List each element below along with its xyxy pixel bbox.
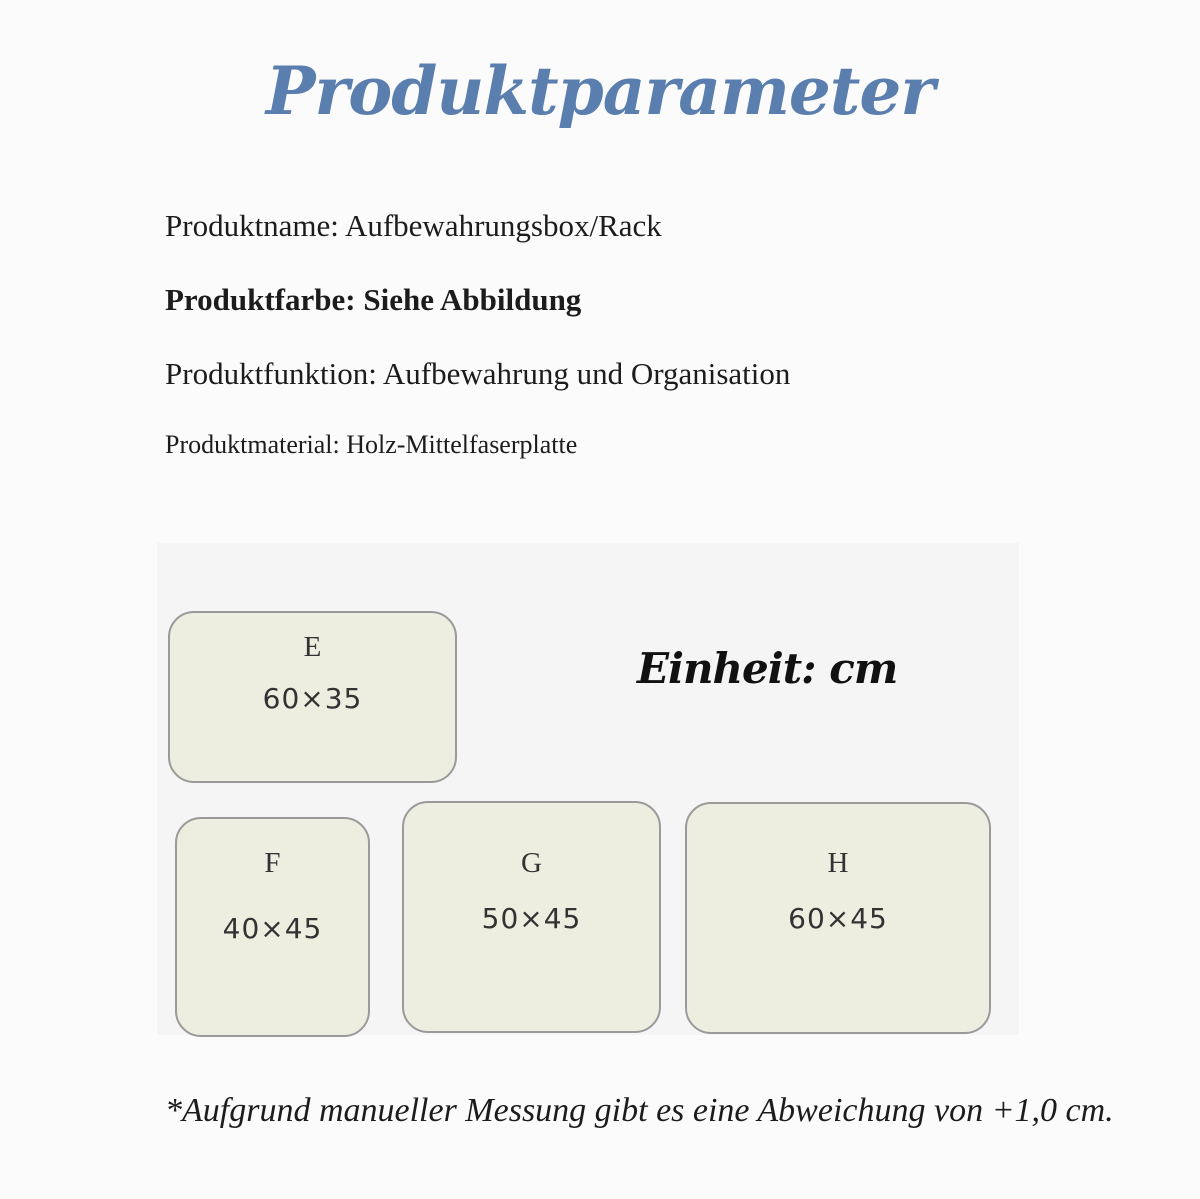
box-f-dims: 40×45 bbox=[222, 912, 323, 945]
box-e-dims: 60×35 bbox=[262, 682, 363, 715]
box-h-letter: H bbox=[827, 847, 849, 879]
param-product-material: Produktmaterial: Holz-Mittelfaserplatte bbox=[165, 430, 578, 459]
box-g bbox=[402, 801, 661, 1033]
box-h-dims: 60×45 bbox=[788, 902, 888, 935]
param-product-color: Produktfarbe: Siehe Abbildung bbox=[165, 282, 582, 317]
measurement-note: *Aufgrund manueller Messung gibt es eine Abweichung von +1,0 cm. bbox=[165, 1092, 1114, 1129]
size-diagram bbox=[157, 543, 1019, 1035]
box-f-letter: F bbox=[264, 847, 281, 879]
box-f bbox=[175, 817, 370, 1037]
param-product-name: Produktname: Aufbewahrungsbox/Rack bbox=[165, 208, 662, 243]
param-product-function: Produktfunktion: Aufbewahrung und Organisation bbox=[165, 356, 791, 391]
box-e bbox=[168, 611, 457, 783]
box-e-letter: E bbox=[303, 631, 322, 663]
page-title: Produktparameter bbox=[265, 52, 935, 130]
box-g-dims: 50×45 bbox=[481, 902, 582, 935]
box-g-letter: G bbox=[521, 847, 542, 879]
unit-label: Einheit: cm bbox=[637, 644, 898, 693]
box-h bbox=[685, 802, 991, 1034]
